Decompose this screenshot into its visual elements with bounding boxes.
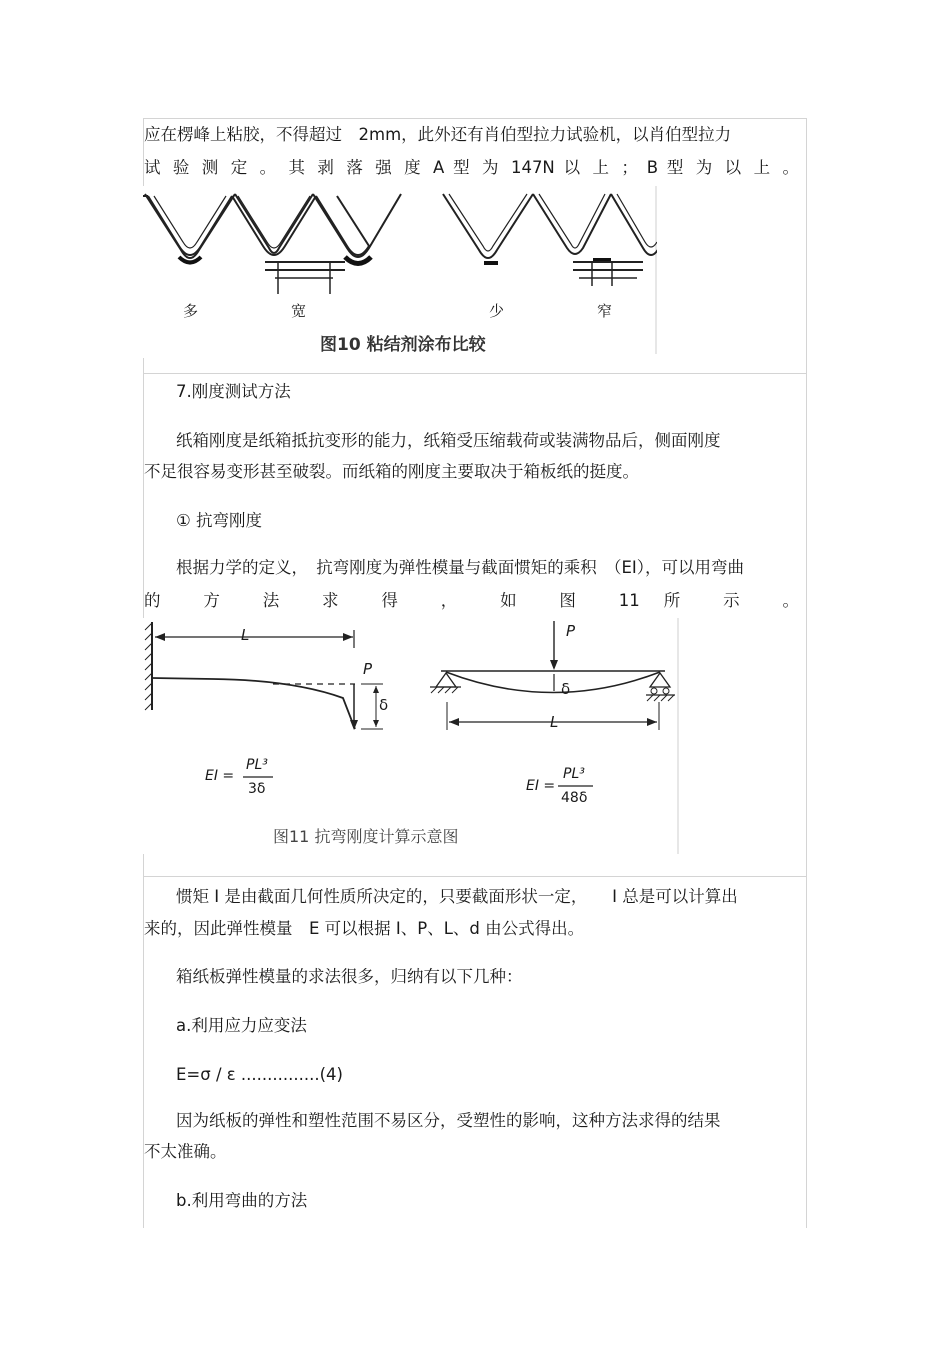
- item-b-heading: b.利用弯曲的方法: [176, 1191, 308, 1210]
- figure-10-label-many: 多: [183, 302, 199, 320]
- item-a-heading: a.利用应力应变法: [176, 1016, 307, 1035]
- figure-10-label-few: 少: [489, 302, 505, 320]
- section-7-heading: 7.刚度测试方法: [176, 382, 291, 401]
- figure-11-label-delta-left: δ: [379, 696, 389, 714]
- paragraph-2-line-2: 不足很容易变形甚至破裂。而纸箱的刚度主要取决于箱板纸的挺度。: [144, 462, 639, 481]
- figure-11-label-L-left: L: [241, 626, 250, 644]
- figure-11-formula-left-lhs: EI =: [205, 768, 235, 784]
- page-frame-top: [143, 118, 807, 119]
- figure-11-formula-left-num: PL³: [246, 757, 268, 773]
- paragraph-2-line-1: 纸箱刚度是纸箱抵抗变形的能力，纸箱受压缩载荷或装满物品后，侧面刚度: [176, 431, 721, 450]
- paragraph-6-line-1: 因为纸板的弹性和塑性范围不易区分，受塑性的影响，这种方法求得的结果: [176, 1111, 721, 1130]
- paragraph-4-line-2: 来的，因此弹性模量 E 可以根据 I、P、L、d 由公式得出。: [144, 919, 585, 938]
- subheading-bending-stiffness: ① 抗弯刚度: [176, 511, 263, 530]
- figure-11-formula-right-lhs: EI =: [526, 778, 556, 794]
- figure-11-formula-left-den: 3δ: [248, 781, 266, 797]
- paragraph-3-line-2: 的 方 法 求 得 ， 如 图 11 所 示 。: [144, 591, 799, 610]
- paragraph-3-line-1: 根据力学的定义， 抗弯刚度为弹性模量与截面惯矩的乘积 （EI），可以用弯曲: [176, 558, 745, 577]
- figure-11-label-P-right: P: [566, 622, 576, 640]
- frame-divider-1: [143, 373, 807, 374]
- figure-10-label-wide: 宽: [291, 302, 307, 320]
- paragraph-6-line-2: 不太准确。: [144, 1142, 227, 1161]
- figure-11-caption: 图11 抗弯刚度计算示意图: [273, 827, 459, 846]
- figure-11-drawing: [143, 618, 679, 854]
- figure-11-label-P-left: P: [363, 660, 373, 678]
- figure-10: [143, 186, 657, 358]
- figure-11: [143, 618, 679, 854]
- paragraph-1-line-2: 试 验 测 定 。 其 剥 落 强 度 A 型 为 147N 以 上 ； B 型 为 以 上 。: [144, 158, 799, 177]
- formula-4: E=σ / ε ...............(4): [176, 1065, 343, 1084]
- figure-11-label-L-right: L: [550, 713, 559, 731]
- page-frame-right: [806, 118, 807, 1228]
- figure-11-formula-right-num: PL³: [563, 766, 585, 782]
- paragraph-1-line-1: 应在楞峰上粘胶，不得超过 2mm，此外还有肖伯型拉力试验机，以肖伯型拉力: [144, 125, 732, 144]
- paragraph-5: 箱纸板弹性模量的求法很多，归纳有以下几种：: [176, 967, 523, 986]
- figure-10-drawing: [143, 186, 657, 358]
- paragraph-4-line-1: 惯矩 I 是由截面几何性质所决定的，只要截面形状一定， I 总是可以计算出: [176, 887, 738, 906]
- figure-10-label-narrow: 窄: [597, 302, 613, 320]
- figure-11-formula-right-den: 48δ: [561, 790, 588, 806]
- figure-11-label-delta-right: δ: [561, 680, 571, 698]
- figure-10-caption: 图10 粘结剂涂布比较: [320, 335, 486, 355]
- frame-divider-2: [143, 876, 807, 877]
